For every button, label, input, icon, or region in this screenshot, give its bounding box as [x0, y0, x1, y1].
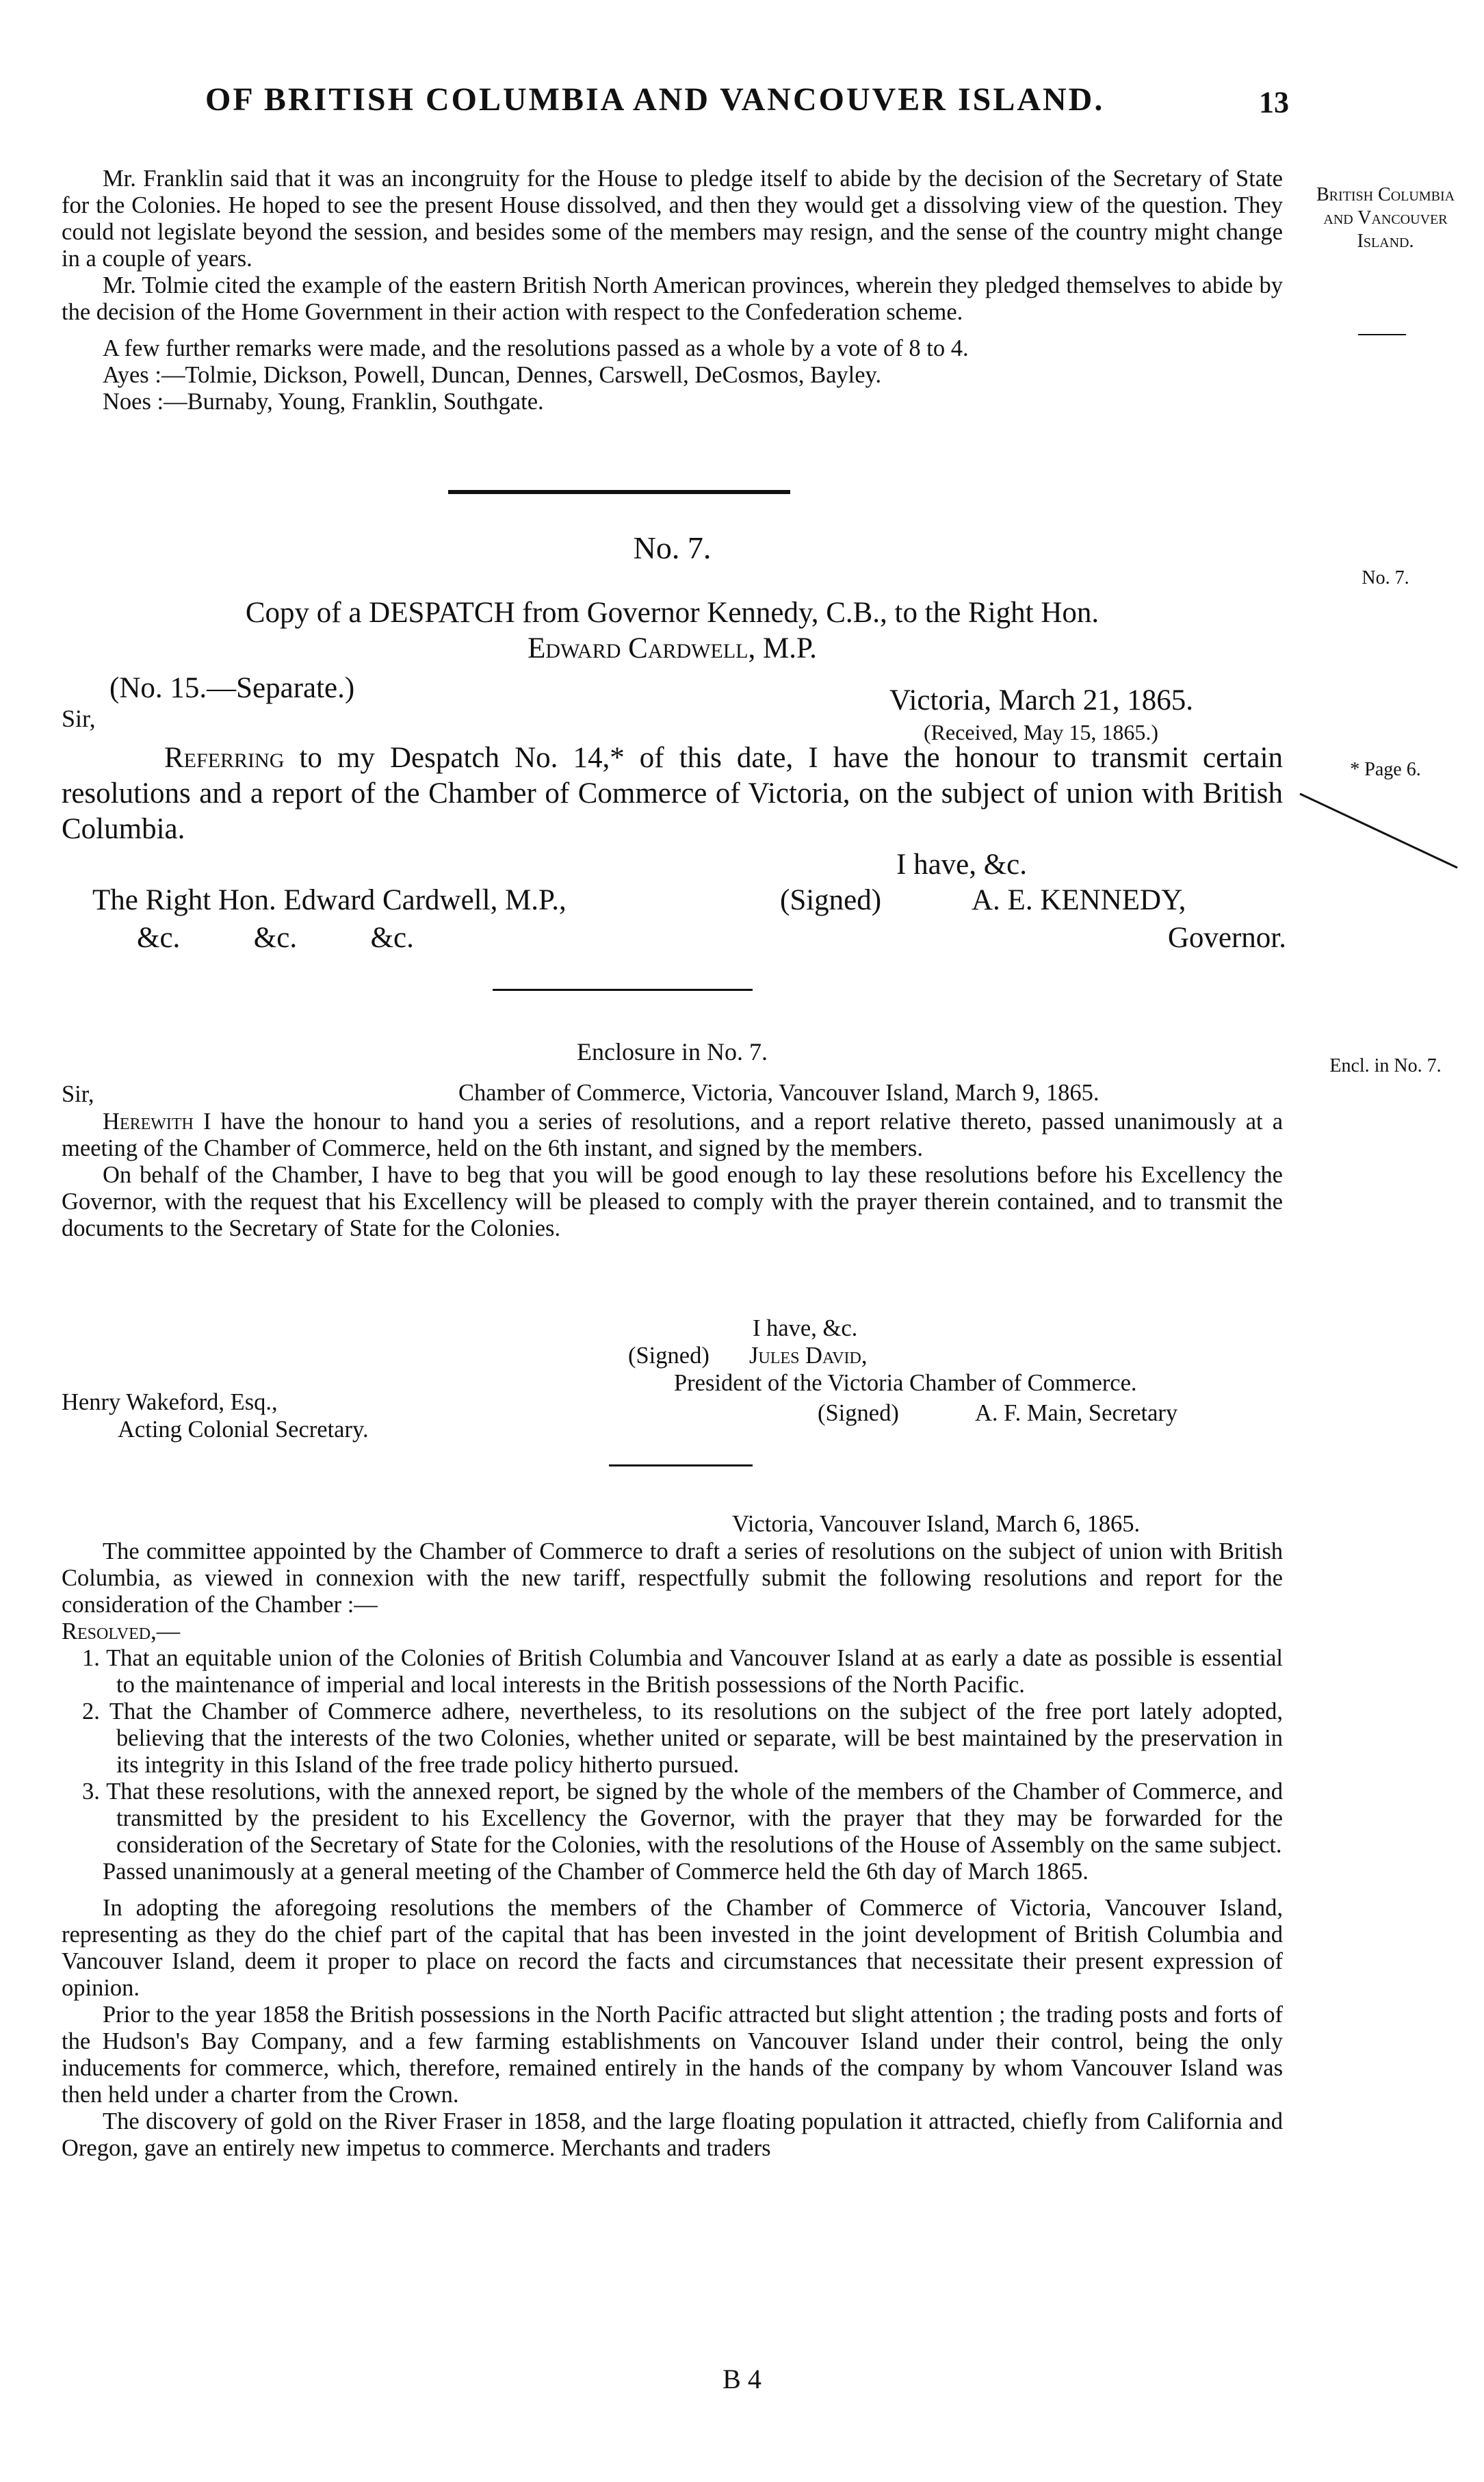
despatch-closing: I have, &c.: [896, 849, 1028, 881]
despatch-number: No. 7.: [633, 530, 712, 565]
report-resolved: Resolved,—: [62, 1618, 181, 1644]
despatch-title-line2: Edward Cardwell, M.P.: [528, 632, 817, 664]
despatch-title-line1: Copy of a DESPATCH from Governor Kennedy, C.B., to the Right Hon.: [245, 597, 1099, 629]
section-rule: [448, 490, 790, 494]
signature-mark: B 4: [723, 2364, 761, 2394]
enclosure-salutation: Sir,: [62, 1081, 94, 1107]
enclosure-place-date: Chamber of Commerce, Victoria, Vancouver Island, March 9, 1865.: [458, 1080, 1099, 1106]
despatch-signer: A. E. KENNEDY,: [972, 884, 1186, 916]
report-body: [62, 1538, 1283, 2162]
margin-rule: [1358, 334, 1406, 335]
enclosure-addressee2: Acting Colonial Secretary.: [118, 1417, 369, 1443]
report-intro: The committee appointed by the Chamber of Commerce to draft a series of resolutions on the subject of union with British Columbia, as viewed in connexion with the new tariff, respectfully submit the following resolutions and report for the consideration of the Chamber :—: [62, 1538, 1283, 1618]
running-title: OF BRITISH COLUMBIA AND VANCOUVER ISLAND.: [205, 81, 1105, 118]
report-paragraph: The discovery of gold on the River Fraser in 1858, and the large floating population it attracted, chiefly from California and Oregon, gave an entirely new impetus to commerce. Merchants and traders: [62, 2108, 1283, 2161]
despatch-signed: (Signed): [780, 884, 882, 916]
enclosure-heading: Enclosure in No. 7.: [577, 1038, 768, 1065]
debate-paragraph: Mr. Franklin said that it was an incongruity for the House to pledge itself to abide by the decision of the Secretary of State for the Colonies. He hoped to see the present House dissolved, and then they would get a dissolving view of the question. They could not legislate beyond the session, and besides some of the members may resign, and the sense of the country might change in a couple of years.: [62, 166, 1283, 272]
enclosure-addressee1: Henry Wakeford, Esq.,: [62, 1389, 278, 1415]
enclosure-signed1: (Signed): [628, 1343, 710, 1369]
despatch-date: Victoria, March 21, 1865.: [889, 684, 1194, 716]
despatch-signer-title: Governor.: [1167, 922, 1286, 954]
debate-section: [62, 166, 1283, 415]
despatch-body: [62, 740, 1283, 847]
despatch-etc: &c. &c. &c.: [137, 922, 414, 954]
despatch-received: (Received, May 15, 1865.): [924, 720, 1159, 745]
despatch-salutation: Sir,: [62, 705, 96, 732]
despatch-ref: (No. 15.—Separate.): [109, 672, 355, 704]
noes-line: Noes :—Burnaby, Young, Franklin, Southgate.: [103, 389, 544, 415]
enclosure-signer2: A. F. Main, Secretary: [975, 1400, 1178, 1426]
vote-paragraph: A few further remarks were made, and the resolutions passed as a whole by a vote of 8 to 4.: [103, 335, 969, 361]
enclosure-closing: I have, &c.: [753, 1315, 858, 1341]
enclosure-paragraph: I have the honour to hand you a series of resolutions, and a report relative thereto, passed unanimously at a meeting of the Chamber of Commerce, held on the 6th instant, and signed by the members.: [62, 1109, 1284, 1161]
resolution-item: 2. That the Chamber of Commerce adhere, nevertheless, to its resolutions on the subject of the free port lately adopted, believing that the interests of the two Colonies, whether united or separate, will be best maintained by the preservation in its integrity in this Island of the free trade policy hitherto pursued.: [82, 1698, 1283, 1778]
margin-note-encl: Encl. in No. 7.: [1329, 1055, 1442, 1076]
margin-note-colony: British Columbia and Vancouver Island.: [1316, 184, 1455, 252]
report-passed: Passed unanimously at a general meeting of the Chamber of Commerce held the 6th day of March 1865.: [103, 1859, 1089, 1885]
report-paragraph: In adopting the aforegoing resolutions the members of the Chamber of Commerce of Victoria, Vancouver Island, representing as they do the chief part of the capital that has been invested in the joint development of British Columbia and Vancouver Island, deem it proper to place on record the facts and circumstances that necessitate their present expression of opinion.: [62, 1895, 1283, 2001]
enclosure-opening: Herewith: [103, 1109, 194, 1135]
enclosure-signer1-title: President of the Victoria Chamber of Commerce.: [674, 1370, 1137, 1396]
pointer-line: [1286, 780, 1471, 883]
section-rule: [493, 989, 753, 991]
enclosure-signed2: (Signed): [818, 1400, 899, 1426]
resolution-item: 3. That these resolutions, with the annexed report, be signed by the whole of the members of the Chamber of Commerce, and transmitted by the president to his Excellency the Governor, with the prayer that they may be forwarded for the consideration of the Secretary of State for the Colonies, with the resolutions of the House of Assembly on the same subject.: [82, 1779, 1283, 1858]
enclosure-paragraph: On behalf of the Chamber, I have to beg that you will be good enough to lay these resolutions before his Excellency the Governor, with the request that his Excellency will be pleased to comply with the prayer therein contained, and to transmit the documents to the Secretary of State for the Colonies.: [62, 1162, 1283, 1241]
report-paragraph: Prior to the year 1858 the British possessions in the North Pacific attracted but slight attention ; the trading posts and forts of the Hudson's Bay Company, and a few farming establishments on Vancouver Island under their control, being the only inducements for commerce, which, therefore, remained entirely in the hands of the company by whom Vancouver Island was then held under a charter from the Crown.: [62, 2002, 1283, 2108]
ayes-line: Ayes :—Tolmie, Dickson, Powell, Duncan, Dennes, Carswell, DeCosmos, Bayley.: [103, 362, 882, 388]
margin-note-page6: * Page 6.: [1350, 759, 1421, 780]
despatch-opening: Referring: [164, 742, 285, 774]
section-rule: [609, 1464, 753, 1466]
report-date: Victoria, Vancouver Island, March 6, 1865.: [732, 1511, 1141, 1537]
enclosure-body: [62, 1109, 1283, 1242]
resolution-item: 1. That an equitable union of the Colonies of British Columbia and Vancouver Island at as early a date as possible is essential to the maintenance of imperial and local interests in the British possessions of the North Pacific.: [82, 1645, 1283, 1698]
margin-note-no7: No. 7.: [1362, 567, 1409, 589]
debate-paragraph: Mr. Tolmie cited the example of the eastern British North American provinces, wherein they pledged themselves to abide by the decision of the Home Government in their action with respect to the Confederation scheme.: [62, 272, 1283, 325]
enclosure-signer1: Jules David,: [749, 1343, 868, 1369]
page-number: 13: [1259, 86, 1289, 119]
despatch-text: to my Despatch No. 14,* of this date, I have the honour to transmit certain resolutions and a report of the Chamber of Commerce of Victoria, on the subject of union with British Columbia.: [62, 742, 1284, 845]
despatch-addressee: The Right Hon. Edward Cardwell, M.P.,: [92, 884, 567, 916]
